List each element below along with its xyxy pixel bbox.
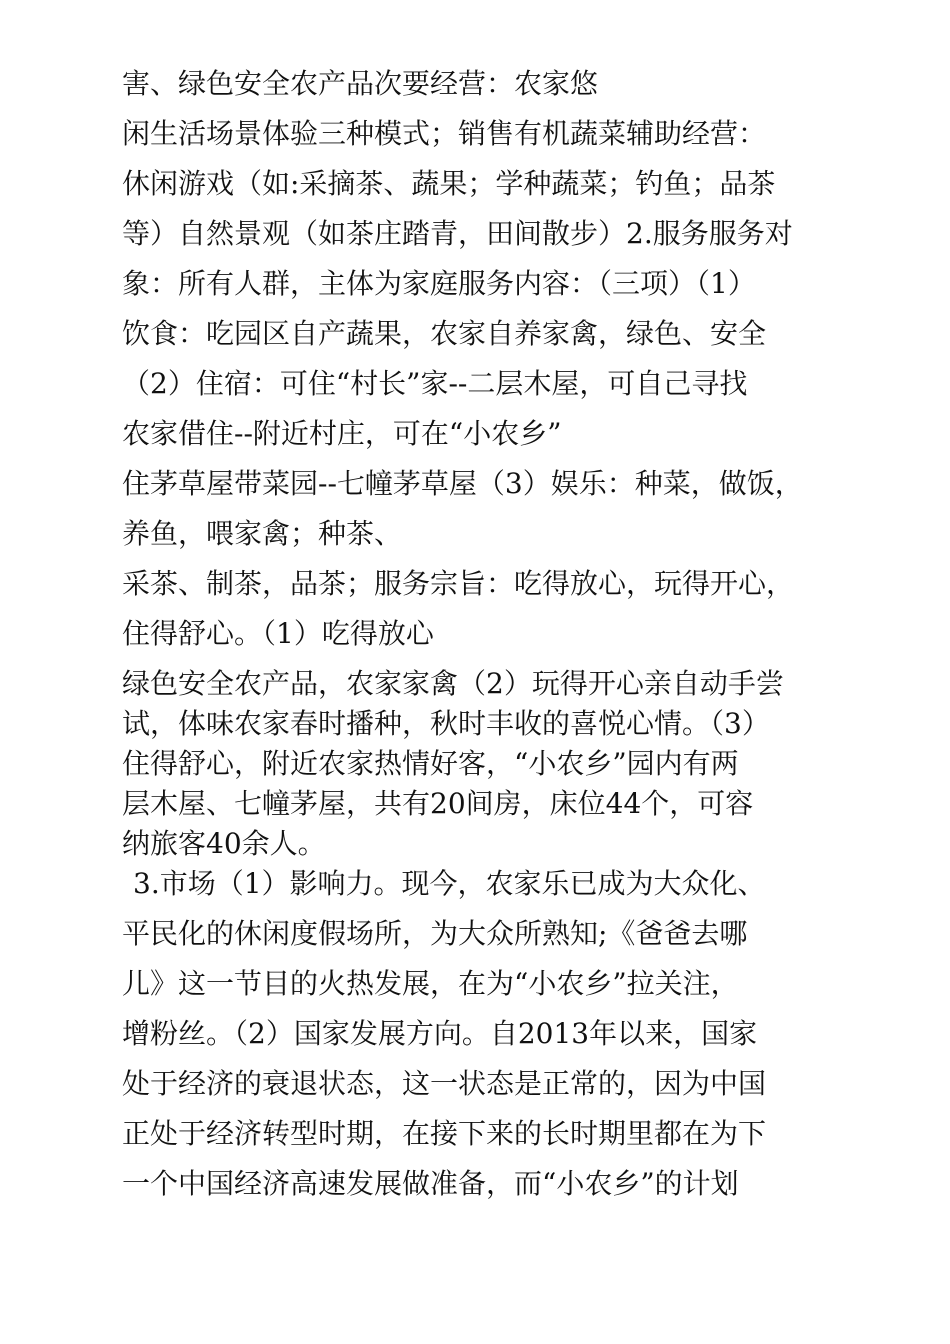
text-line: 害、绿色安全农产品次要经营：农家悠 — [122, 67, 599, 100]
text-line: 试，体味农家春时播种，秋时丰收的喜悦心情。（3） — [122, 707, 770, 740]
text-line: 住茅草屋带菜园--七幢茅草屋（3）娱乐：种菜，做饭， — [122, 467, 803, 500]
text-line: 农家借住--附近村庄，可在“小农乡” — [122, 417, 562, 450]
text-line: 休闲游戏（如:采摘茶、蔬果；学种蔬菜；钓鱼；品茶 — [122, 167, 776, 200]
text-line: 正处于经济转型时期，在接下来的长时期里都在为下 — [122, 1117, 767, 1150]
text-line: 养鱼，喂家禽；种茶、 — [122, 517, 403, 550]
text-line: 增粉丝。（2）国家发展方向。自2013年以来，国家 — [122, 1017, 758, 1050]
text-line: 纳旅客40余人。 — [122, 827, 326, 860]
text-line: 饮食：吃园区自产蔬果，农家自养家禽，绿色、安全 — [122, 317, 767, 350]
text-line: 住得舒心，附近农家热情好客，“小农乡”园内有两 — [122, 747, 739, 780]
text-line: 处于经济的衰退状态，这一状态是正常的，因为中国 — [122, 1067, 767, 1100]
text-line: 一个中国经济高速发展做准备，而“小农乡”的计划 — [122, 1167, 739, 1200]
text-line: 象：所有人群，主体为家庭服务内容：（三项）（1） — [122, 267, 756, 300]
text-line: （2）住宿：可住“村长”家--二层木屋，可自己寻找 — [122, 367, 748, 400]
text-line: 等）自然景观（如茶庄踏青，田间散步）2.服务服务对 — [122, 217, 793, 250]
text-line: 儿》这一节目的火热发展，在为“小农乡”拉关注， — [122, 967, 739, 1000]
text-line: 层木屋、七幢茅屋，共有20间房，床位44个，可容 — [122, 787, 754, 820]
text-line: 3.市场（1）影响力。现今，农家乐已成为大众化、 — [133, 867, 766, 900]
text-line: 住得舒心。（1）吃得放心 — [122, 617, 434, 650]
text-line: 绿色安全农产品，农家家禽（2）玩得开心亲自动手尝 — [122, 667, 784, 700]
text-line: 平民化的休闲度假场所，为大众所熟知;《爸爸去哪 — [122, 917, 748, 950]
text-line: 采茶、制茶，品茶；服务宗旨：吃得放心，玩得开心， — [122, 567, 795, 600]
text-line: 闲生活场景体验三种模式；销售有机蔬菜辅助经营： — [122, 117, 767, 150]
